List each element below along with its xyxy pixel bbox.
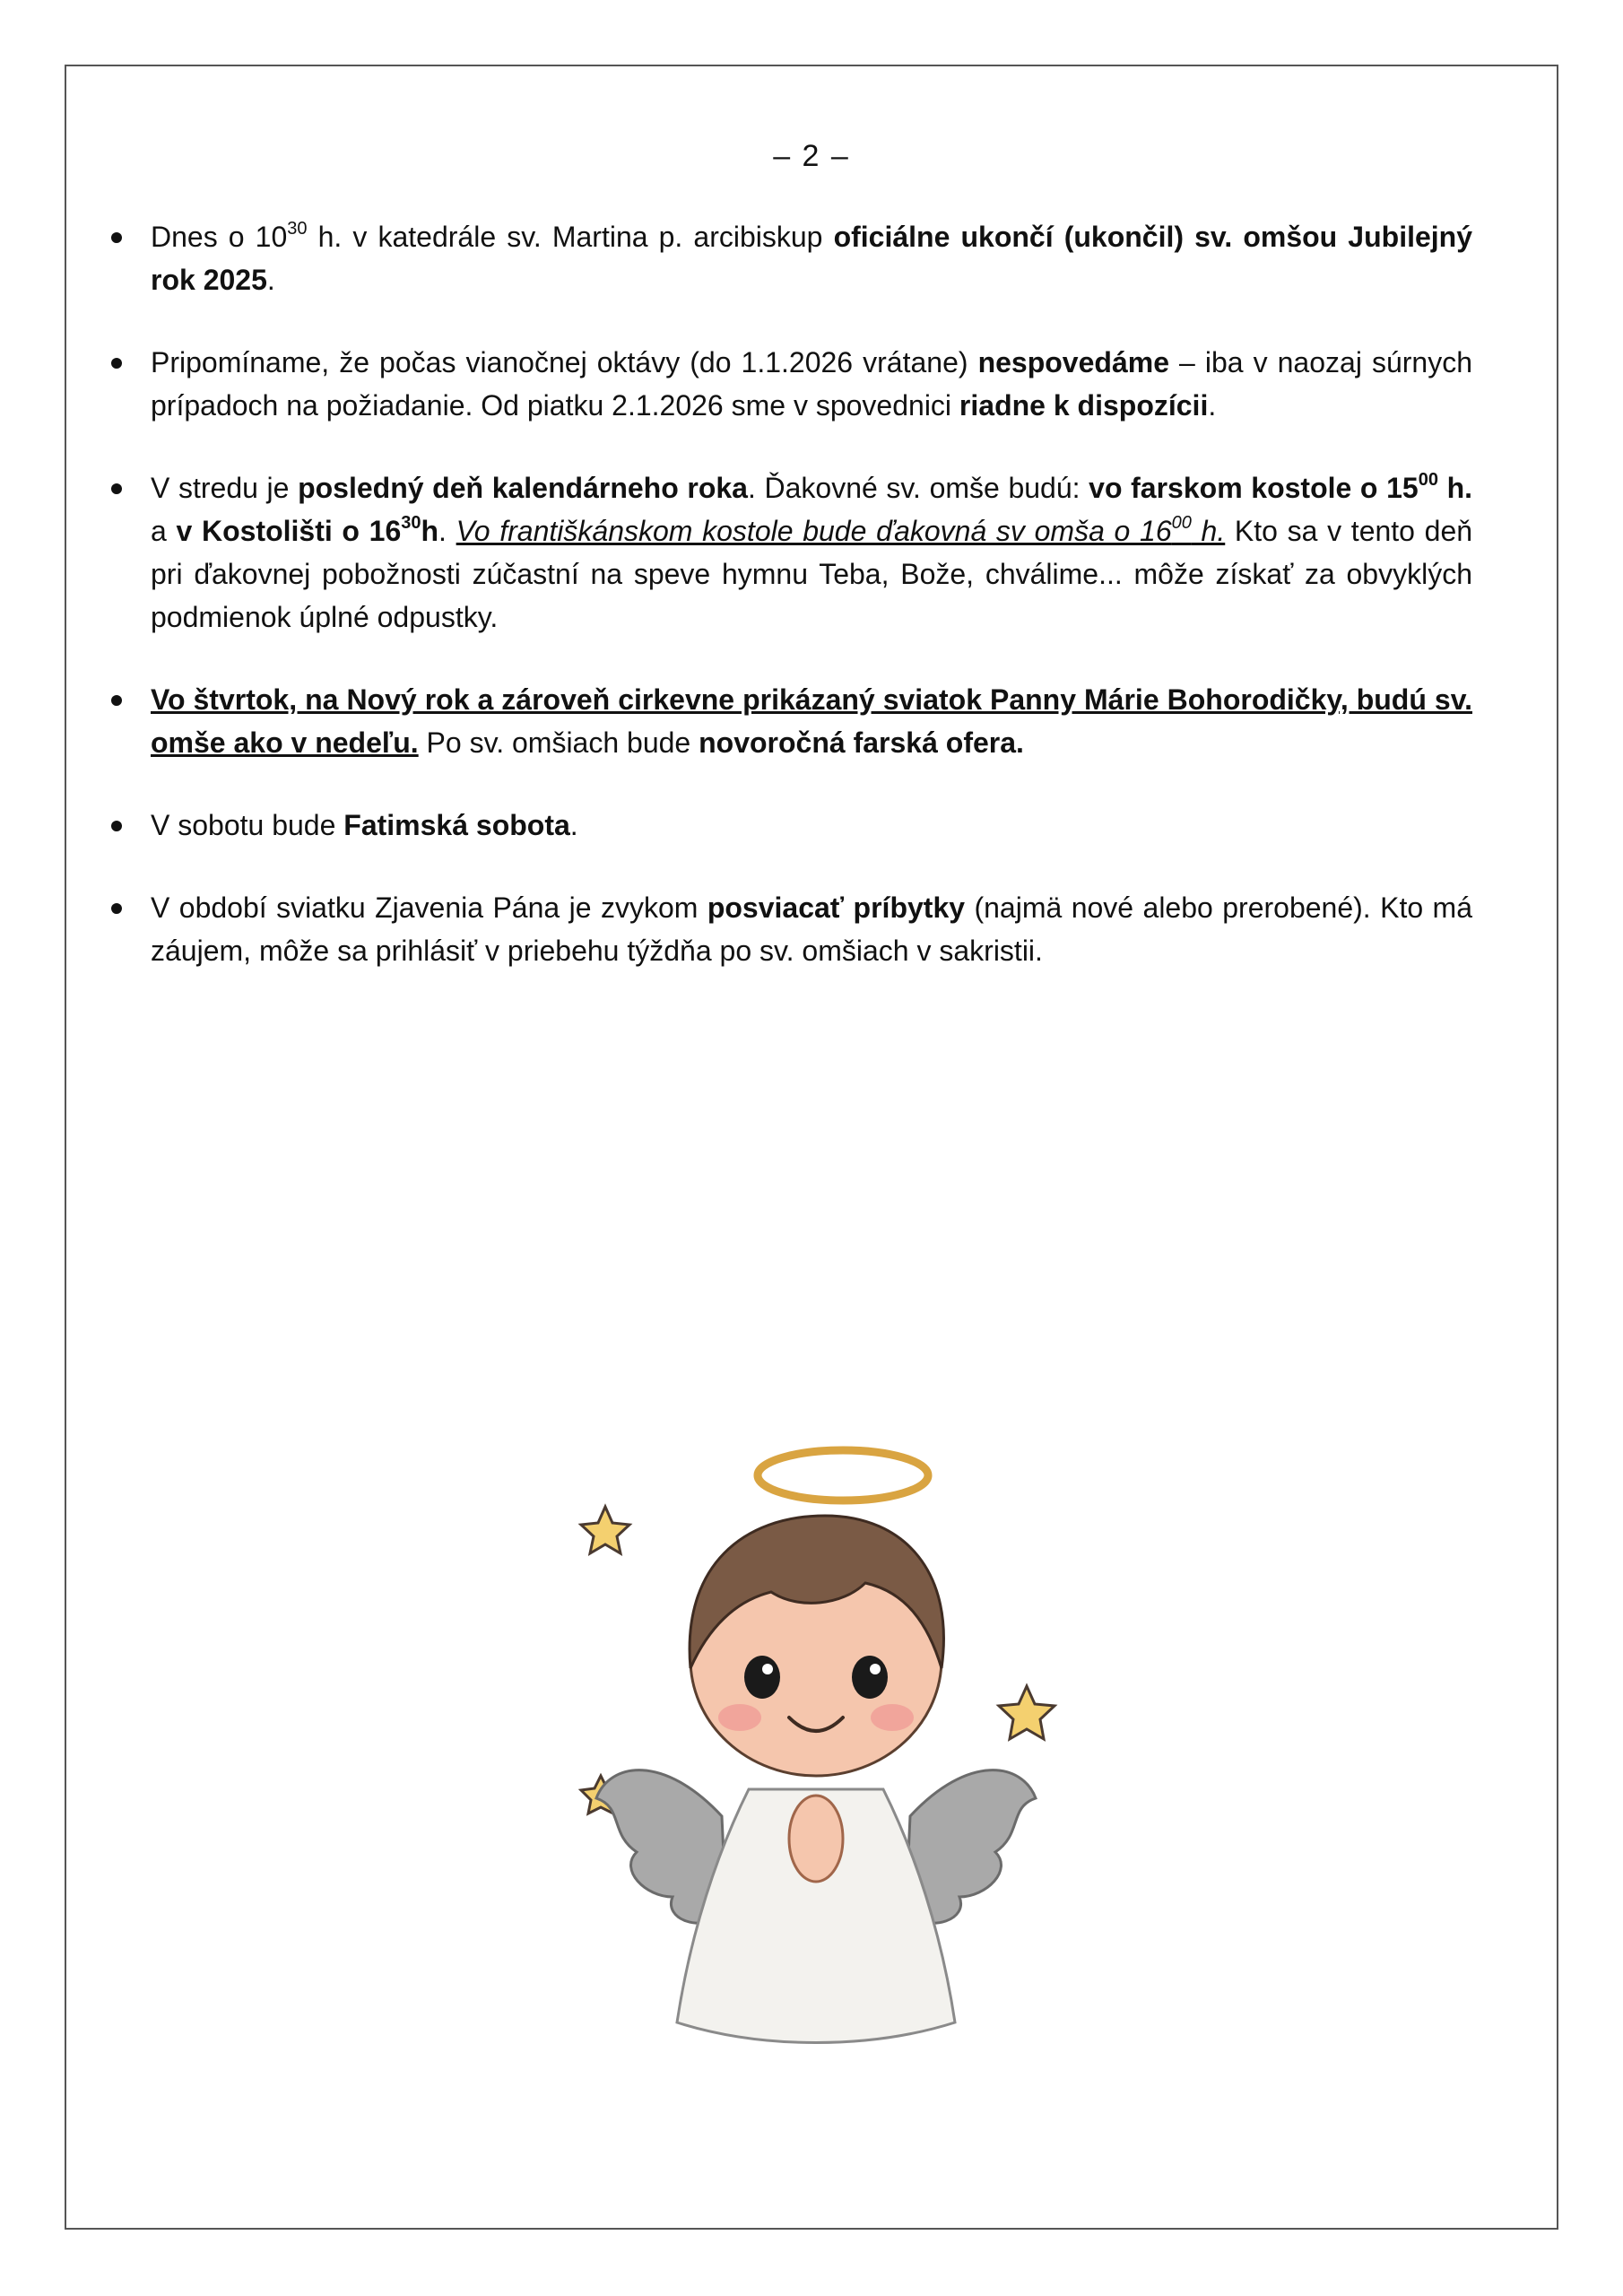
announcement-confession: Pripomíname, že počas vianočnej oktávy (do 1.1.2026 vrátane) nespovedáme – iba v naozaj súrnych prípadoch na požiadanie. Od piatku 2.1.2026 sme v spovednici riadne k dispozícii. bbox=[109, 341, 1472, 427]
star-icon bbox=[581, 1507, 629, 1553]
announcement-house-blessing: V období sviatku Zjavenia Pána je zvykom posviacať príbytky (najmä nové alebo prerobené). Kto má záujem, môže sa prihlásiť v priebehu týždňa po sv. omšiach v sakristii. bbox=[109, 886, 1472, 972]
angel-illustration bbox=[556, 1431, 1076, 2058]
halo bbox=[758, 1450, 928, 1500]
right-eye-highlight bbox=[870, 1664, 881, 1674]
announcements bbox=[109, 215, 1472, 1012]
left-eye bbox=[744, 1656, 780, 1699]
page-number: – 2 – bbox=[773, 139, 850, 173]
announcement-list bbox=[109, 215, 1472, 972]
star-icon bbox=[999, 1686, 1055, 1739]
announcement-fatima-saturday: V sobotu bude Fatimská sobota. bbox=[109, 804, 1472, 847]
announcement-new-year: Vo štvrtok, na Nový rok a zároveň cirkevne prikázaný sviatok Panny Márie Bohorodičky, budú sv. omše ako v nedeľu. Po sv. omšiach bude novoročná farská ofera. bbox=[109, 678, 1472, 764]
announcement-year-end: V stredu je posledný deň kalendárneho roka. Ďakovné sv. omše budú: vo farskom kostole o $15^{00}$ h. a v Kostolišti o $16^{30}h$. Vo františkánskom kostole bude ďakovná sv omša o $16^{00}$ h. Kto sa v tento deň pri ďakovnej pobožnosti zúčastní na speve hymnu Teba, Bože, chválime... môže získať za obvyklých podmienok úplné odpustky. bbox=[109, 466, 1472, 639]
praying-hands bbox=[789, 1796, 843, 1882]
right-cheek bbox=[871, 1704, 914, 1731]
announcement-jubilee: Dnes o $10^{30}$ h. v katedrále sv. Martina p. arcibiskup oficiálne ukončí (ukončil) sv. omšou Jubilejný rok 2025. bbox=[109, 215, 1472, 301]
left-eye-highlight bbox=[762, 1664, 773, 1674]
right-eye bbox=[852, 1656, 888, 1699]
left-cheek bbox=[718, 1704, 761, 1731]
